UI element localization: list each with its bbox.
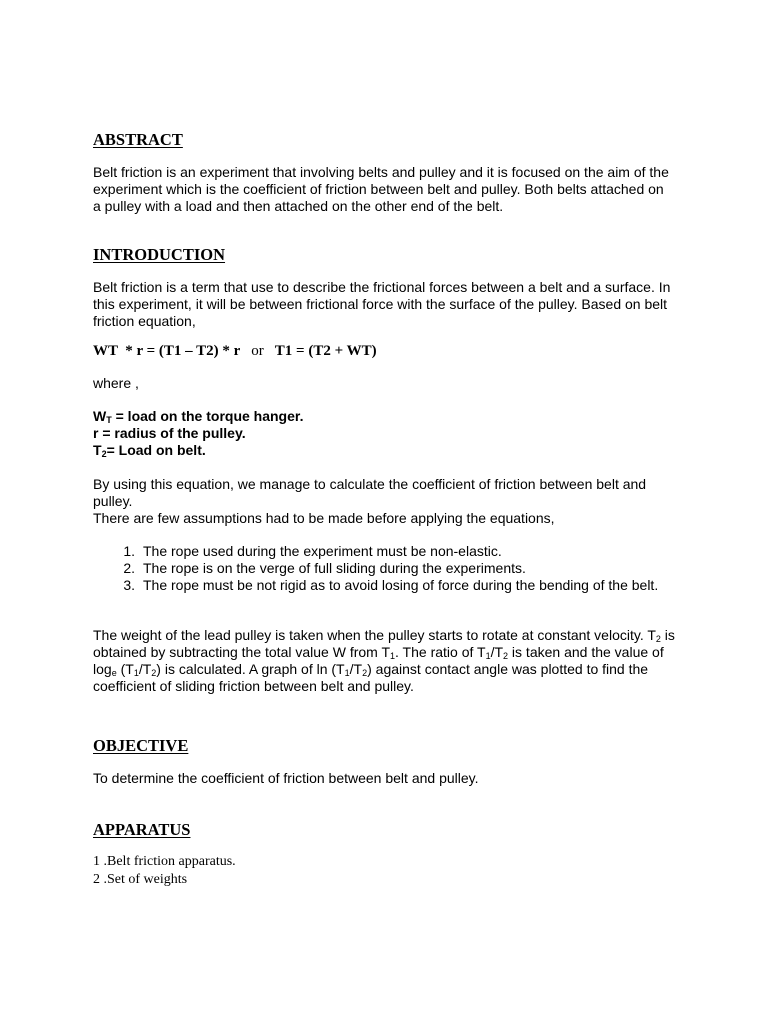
introduction-body: Belt friction is a term that use to describe the frictional forces between a belt and a surface. In this experiment, it will be between frictional force with the surface of the pulley. Based on belt friction equation,: [93, 279, 671, 329]
introduction-body-3: There are few assumptions had to be made before applying the equations,: [93, 510, 555, 526]
equation-right: T1 = (T2 + WT): [274, 343, 377, 359]
introduction-heading: INTRODUCTION: [93, 245, 226, 264]
where-label: where ,: [93, 375, 139, 391]
equation-or: or: [251, 343, 264, 359]
definition-wt: $W_T$ = load on the torque hanger.: [93, 408, 304, 425]
definition-t2: $T_2=$ Load on belt.: [93, 442, 206, 459]
assumptions-list: [93, 543, 675, 594]
apparatus-item-1: 1 .Belt friction apparatus.: [93, 854, 236, 869]
list-item: 3. The rope must be not rigid as to avoid losing of force during the bending of the belt.: [123, 577, 659, 593]
definition-r: r = radius of the pulley.: [93, 425, 246, 441]
abstract-heading: ABSTRACT: [93, 130, 183, 149]
objective-heading: OBJECTIVE: [93, 736, 189, 755]
list-item: 2. The rope is on the verge of full sliding during the experiments.: [123, 560, 526, 576]
apparatus-heading: APPARATUS: [93, 820, 191, 839]
objective-body: To determine the coefficient of friction between belt and pulley.: [93, 770, 479, 786]
list-item: 1. The rope used during the experiment must be non-elastic.: [123, 543, 502, 559]
belt-friction-equation: [93, 343, 377, 360]
equation-left: WT * r = (T1 – T2) * r: [93, 343, 241, 359]
abstract-body: Belt friction is an experiment that involving belts and pulley and it is focused on the aim of the experiment which is the coefficient of friction between belt and pulley. Both belts attached on a pulley with a load and then attached on the other end of the belt.: [93, 164, 669, 214]
apparatus-item-2: 2 .Set of weights: [93, 872, 188, 887]
introduction-body-2: By using this equation, we manage to calculate the coefficient of friction between belt and pulley.: [93, 476, 647, 509]
introduction-body-4: The weight of the lead pulley is taken when the pulley starts to rotate at constant velocity. $T_2$ is obtained by subtracting the total value W from $T_1$. The ratio of $T_1/T_2$ is taken and the value of $\log_e (T_1/T_2)$ is calculated. A graph of $\ln (T_1/T_2)$ against contact angle was plotted to find the coefficient of sliding friction between belt and pulley.: [93, 627, 675, 694]
